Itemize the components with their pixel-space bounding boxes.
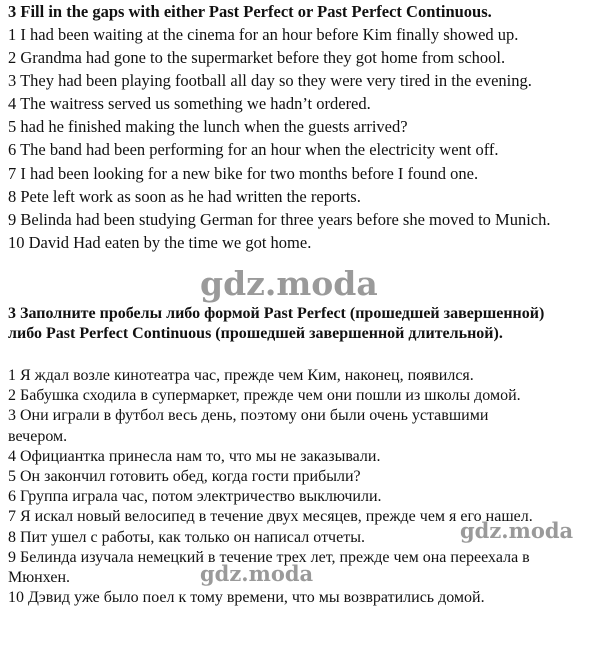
watermark-small-right: gdz.moda bbox=[460, 518, 574, 543]
russian-sentence-2: 2 Бабушка сходила в супермаркет, прежде чем они пошли из школы домой. bbox=[8, 387, 521, 405]
russian-sentence-4: 4 Официантка принесла нам то, что мы не заказывали. bbox=[8, 447, 381, 465]
english-sentence-4: 4 The waitress served us something we hadn’t ordered. bbox=[8, 94, 371, 114]
english-sentence-9: 9 Belinda had been studying German for three years before she moved to Munich. bbox=[8, 209, 551, 229]
russian-sentence-6: 6 Группа играла час, потом электричество выключили. bbox=[8, 488, 382, 506]
english-sentence-8: 8 Pete left work as soon as he had written the reports. bbox=[8, 186, 361, 206]
english-exercise-title: 3 Fill in the gaps with either Past Perfect or Past Perfect Continuous. bbox=[8, 2, 492, 21]
russian-sentence-8: 8 Пит ушел с работы, как только он написал отчеты. bbox=[8, 528, 365, 546]
english-sentence-list bbox=[8, 23, 551, 254]
english-sentence-3: 3 They had been playing football all day so they were very tired in the evening. bbox=[8, 71, 532, 91]
english-sentence-10: 10 David Had eaten by the time we got home. bbox=[8, 232, 312, 252]
russian-sentence-1: 1 Я ждал возле кинотеатра час, прежде чем Ким, наконец, появился. bbox=[8, 367, 474, 384]
english-sentence-2: 2 Grandma had gone to the supermarket before they got home from school. bbox=[8, 48, 506, 68]
english-sentence-6: 6 The band had been performing for an hour when the electricity went off. bbox=[8, 140, 499, 160]
russian-sentence-7: 7 Я искал новый велосипед в течение двух месяцев, прежде чем я его нашел. bbox=[8, 508, 533, 526]
watermark-small-left: gdz.moda bbox=[200, 561, 314, 586]
russian-exercise-title: 3 Заполните пробелы либо формой Past Perfect (прошедшей завершенной) либо Past Perfect Continuous (прошедшей завершенной длительной). bbox=[8, 305, 545, 342]
russian-sentence-3: 3 Они играли в футбол весь день, поэтому они были очень уставшими вечером. bbox=[8, 407, 489, 445]
english-sentence-7: 7 I had been looking for a new bike for two months before I found one. bbox=[8, 163, 479, 183]
english-sentence-5: 5 had he finished making the lunch when the guests arrived? bbox=[8, 117, 408, 137]
russian-sentence-10: 10 Дэвид уже было поел к тому времени, что мы возвратились домой. bbox=[8, 589, 485, 607]
russian-sentence-5: 5 Он закончил готовить обед, когда гости прибыли? bbox=[8, 468, 361, 486]
english-sentence-1: 1 I had been waiting at the cinema for an hour before Kim finally showed up. bbox=[8, 25, 519, 44]
watermark-main: gdz.moda bbox=[200, 264, 378, 303]
russian-sentence-9: 9 Белинда изучала немецкий в течение трех лет, прежде чем она переехала в Мюнхен. bbox=[8, 548, 530, 587]
